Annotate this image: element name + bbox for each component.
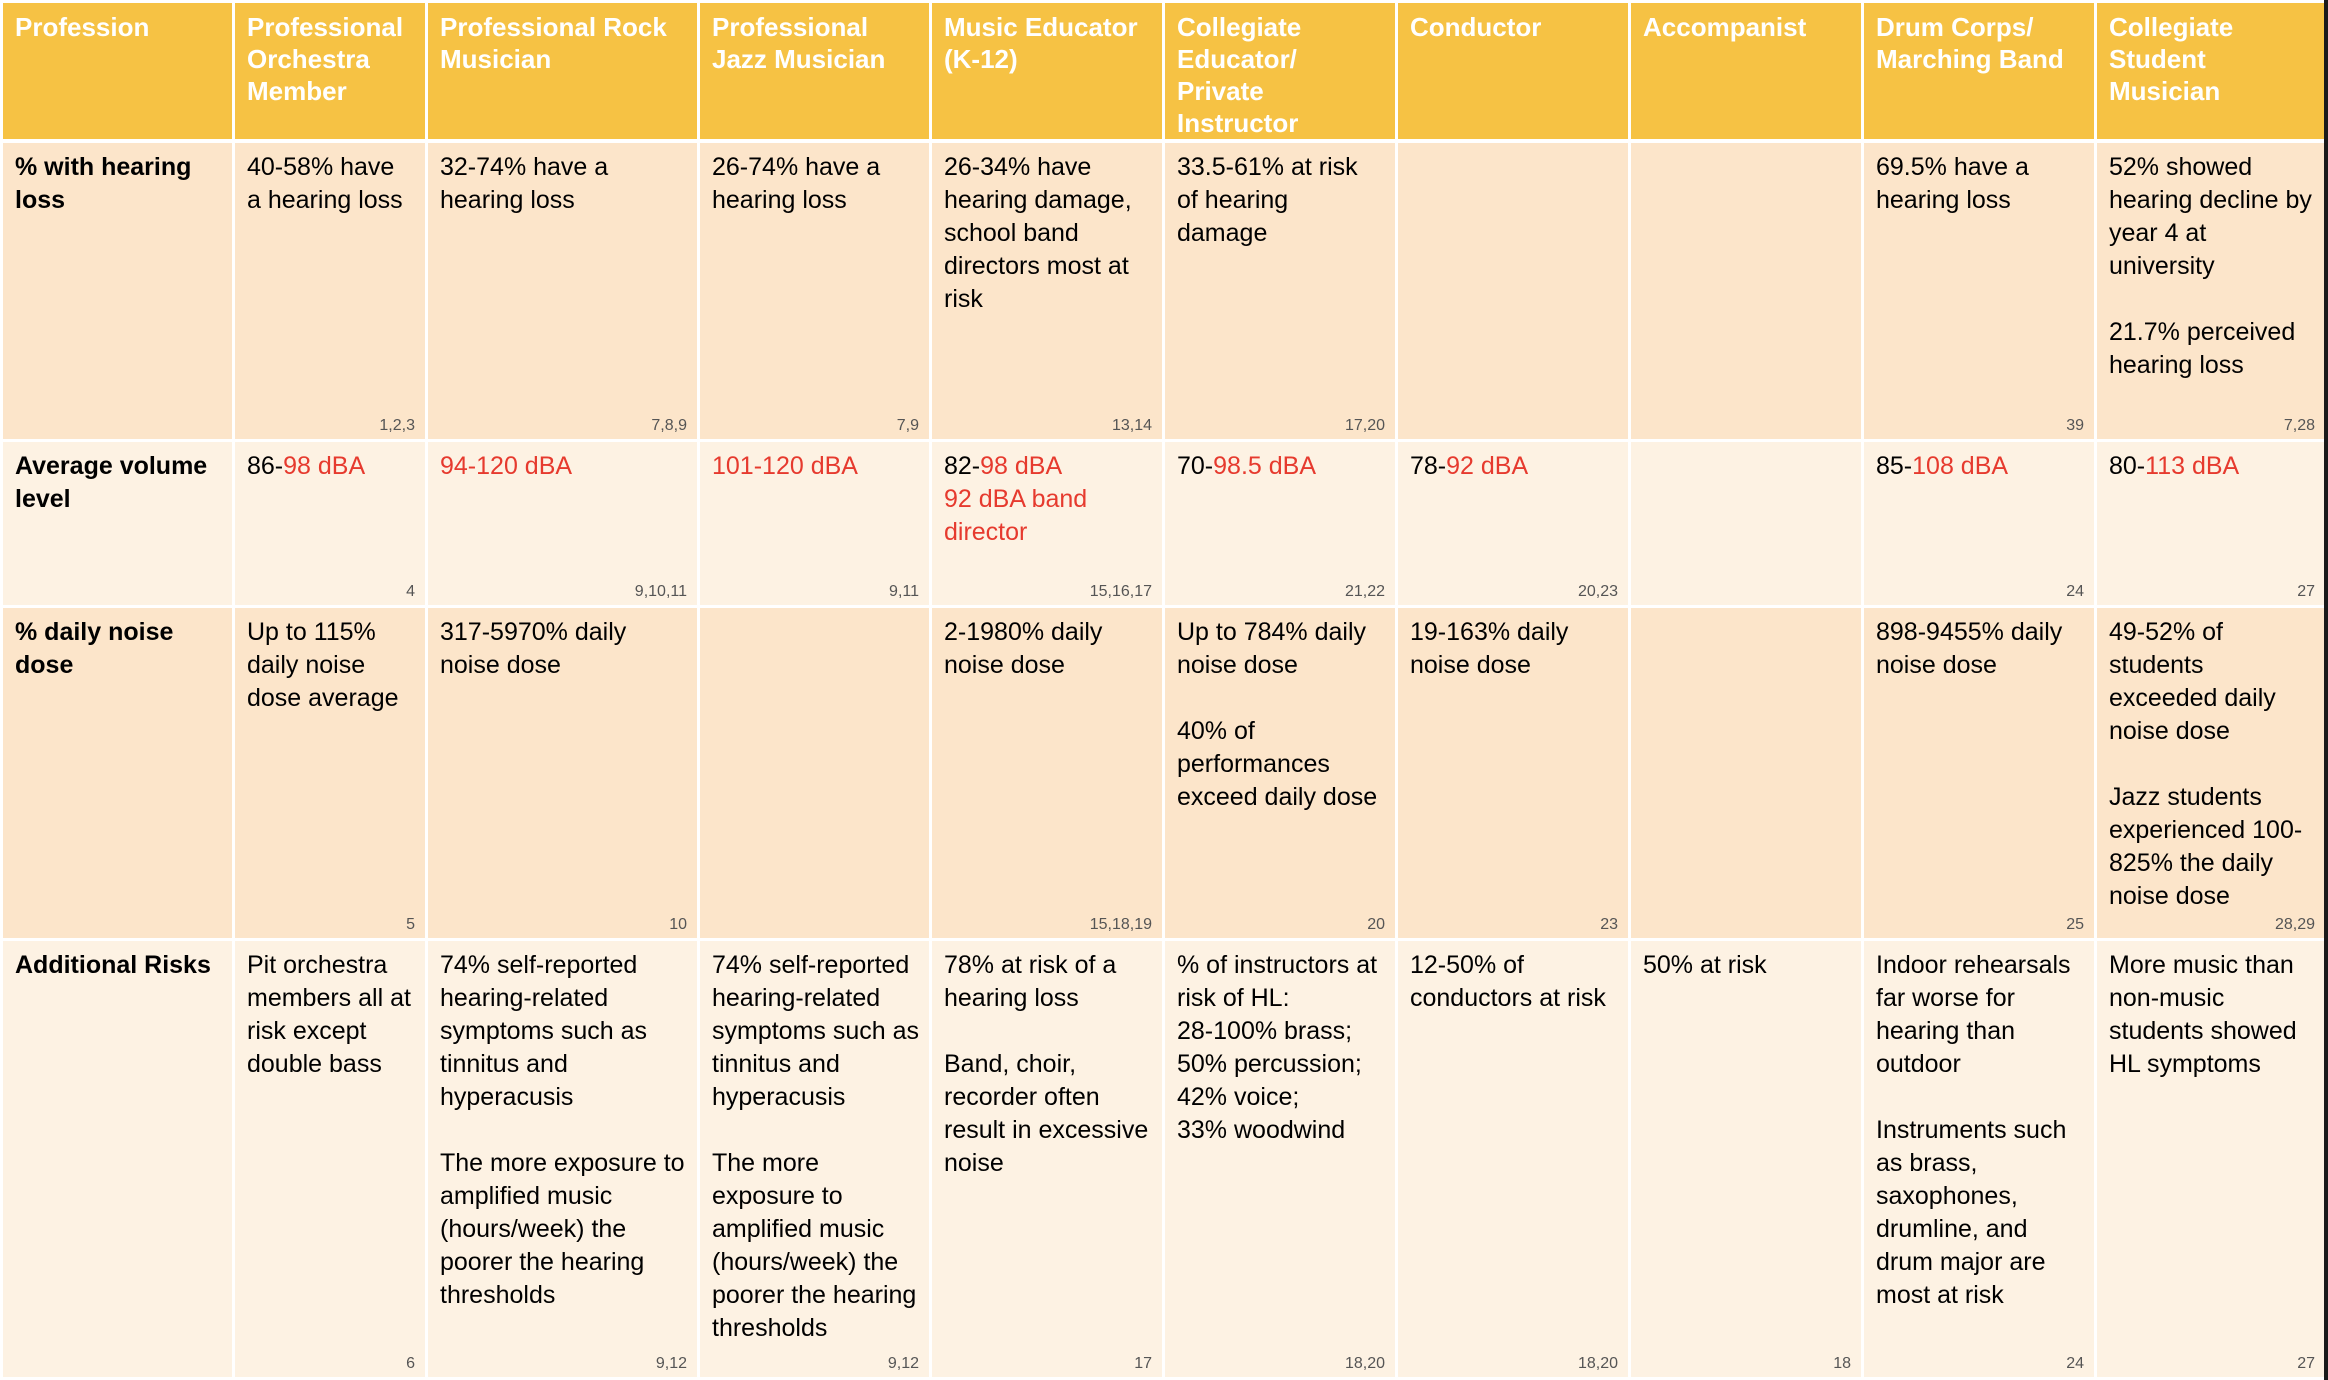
table-row (0, 608, 2328, 941)
table-cell (700, 608, 932, 941)
row-header (0, 442, 235, 608)
reference-number: 18 (1833, 1355, 1851, 1372)
reference-number: 18,20 (1344, 1355, 1385, 1372)
column-header-label: Professional Orchestra Member (247, 12, 404, 106)
table-cell (1398, 442, 1631, 608)
cell-text (2097, 442, 2325, 483)
reference-number: 5 (406, 916, 415, 933)
table-cell (428, 941, 700, 1380)
table-cell (2097, 941, 2328, 1380)
reference-number: 17,20 (1344, 417, 1385, 434)
column-header (932, 0, 1165, 143)
reference-number: 6 (406, 1355, 415, 1372)
table-cell (700, 442, 932, 608)
reference-number: 24 (2066, 1355, 2084, 1372)
table-body (0, 143, 2328, 1380)
volume-range-prefix: 70- (1177, 452, 1214, 480)
header-label: Profession (15, 12, 150, 42)
cell-text: 52% showed hearing decline by year 4 at university 21.7% perceived hearing loss (2109, 153, 2312, 379)
reference-number: 18,20 (1577, 1355, 1618, 1372)
volume-range-highlight: 98.5 dBA (1213, 452, 1316, 480)
volume-range-highlight: 113 dBA (2145, 452, 2240, 480)
cell-text: 19-163% daily noise dose (1410, 618, 1569, 679)
table-cell (1631, 941, 1864, 1380)
reference-number: 4 (406, 583, 415, 600)
table-cell (1165, 442, 1398, 608)
cell-text: 32-74% have a hearing loss (440, 153, 609, 214)
column-header-label: Professional Jazz Musician (712, 12, 886, 74)
cell-text: 69.5% have a hearing loss (1876, 153, 2029, 214)
reference-number: 13,14 (1111, 417, 1152, 434)
reference-number: 17 (1134, 1355, 1152, 1372)
table-cell (235, 608, 428, 941)
table-cell (2097, 608, 2328, 941)
cell-text: Indoor rehearsals far worse for hearing than outdoor Instruments such as brass, saxophones, drumline, and drum major are most at risk (1876, 951, 2071, 1309)
reference-number: 28,29 (2274, 916, 2315, 933)
reference-number: 9,11 (889, 583, 919, 600)
table-cell (1864, 608, 2097, 941)
cell-text: 26-34% have hearing damage, school band directors most at risk (944, 153, 1132, 313)
column-header-label: Music Educator (K-12) (944, 12, 1138, 74)
volume-note-highlight: 92 dBA band director (944, 485, 1088, 546)
header-row (0, 0, 2328, 143)
table-cell (1631, 442, 1864, 608)
volume-range-highlight: 98 dBA (283, 452, 366, 480)
volume-range-prefix: 82- (944, 452, 981, 480)
table-cell (1864, 941, 2097, 1380)
reference-number: 9,12 (655, 1355, 687, 1372)
volume-range-highlight: 101-120 dBA (712, 452, 858, 480)
cell-text: 74% self-reported hearing-related symptoms such as tinnitus and hyperacusis The more exposure to amplified music (hours/week) the poorer the hearing thresholds (440, 951, 685, 1309)
volume-range-prefix: 80- (2109, 452, 2146, 480)
table-cell (1631, 143, 1864, 442)
reference-number: 1,2,3 (379, 417, 415, 434)
column-header-label: Professional Rock Musician (440, 12, 667, 74)
cell-text: 74% self-reported hearing-related symptoms such as tinnitus and hyperacusis The more exposure to amplified music (hours/week) the poorer the hearing thresholds (712, 951, 920, 1342)
column-header-label: Conductor (1410, 12, 1542, 42)
cell-text (1398, 442, 1628, 483)
reference-number: 7,28 (2283, 417, 2315, 434)
row-header-label: Average volume level (15, 452, 208, 513)
cell-text: 50% at risk (1643, 951, 1767, 979)
column-header (1864, 0, 2097, 143)
table-cell (235, 143, 428, 442)
table-cell (1398, 143, 1631, 442)
table-cell (1398, 608, 1631, 941)
table-row (0, 941, 2328, 1380)
row-header-label: Additional Risks (15, 951, 211, 979)
row-header-label: % daily noise dose (15, 618, 174, 679)
cell-text (1398, 143, 1628, 151)
cell-text: Up to 115% daily noise dose average (247, 618, 399, 712)
table-cell (1165, 143, 1398, 442)
cell-text: 317-5970% daily noise dose (440, 618, 627, 679)
reference-number: 9,12 (887, 1355, 919, 1372)
row-header-label: % with hearing loss (15, 153, 192, 214)
table-cell (1864, 442, 2097, 608)
reference-number: 20,23 (1577, 583, 1618, 600)
cell-text: 12-50% of conductors at risk (1410, 951, 1606, 1012)
volume-range-highlight: 94-120 dBA (440, 452, 573, 480)
cell-text (1864, 442, 2094, 483)
table-cell (932, 941, 1165, 1380)
table-cell (428, 143, 700, 442)
cell-text: 2-1980% daily noise dose (944, 618, 1103, 679)
cell-text: Up to 784% daily noise dose 40% of performances exceed daily dose (1177, 618, 1378, 811)
cell-text: 78% at risk of a hearing loss Band, choir, recorder often result in excessive noise (944, 951, 1149, 1177)
table-cell (2097, 143, 2328, 442)
column-header (700, 0, 932, 143)
volume-range-prefix: 85- (1876, 452, 1913, 480)
volume-range-highlight: 92 dBA (1446, 452, 1529, 480)
table-cell (1165, 941, 1398, 1380)
table-cell (700, 143, 932, 442)
table-cell (1165, 608, 1398, 941)
reference-number: 20 (1367, 916, 1385, 933)
table-cell (700, 941, 932, 1380)
table-cell (2097, 442, 2328, 608)
cell-text: 40-58% have a hearing loss (247, 153, 403, 214)
table-cell (932, 442, 1165, 608)
reference-number: 9,10,11 (634, 583, 687, 600)
column-header-label: Drum Corps/ Marching Band (1876, 12, 2064, 74)
volume-range-prefix: 86- (247, 452, 284, 480)
table-cell (428, 608, 700, 941)
table-row (0, 143, 2328, 442)
cell-text (700, 442, 929, 483)
volume-range-prefix: 78- (1410, 452, 1447, 480)
table-cell (235, 941, 428, 1380)
table-cell (1398, 941, 1631, 1380)
cell-text: 49-52% of students exceeded daily noise dose Jazz students experienced 100-825% the daily noise dose (2109, 618, 2303, 910)
cell-text: % of instructors at risk of HL: 28-100% brass; 50% percussion; 42% voice; 33% woodwind (1177, 951, 1378, 1144)
table-cell (1864, 143, 2097, 442)
reference-number: 23 (1600, 916, 1618, 933)
reference-number: 27 (2297, 583, 2315, 600)
column-header (428, 0, 700, 143)
row-header (0, 941, 235, 1380)
cell-text (1631, 608, 1861, 616)
row-header (0, 143, 235, 442)
column-header-label: Collegiate Educator/ Private Instructor (1177, 12, 1302, 138)
table-cell (932, 608, 1165, 941)
reference-number: 27 (2297, 1355, 2315, 1372)
cell-text: 898-9455% daily noise dose (1876, 618, 2063, 679)
cell-text: Pit orchestra members all at risk except double bass (247, 951, 411, 1078)
cell-text (428, 442, 697, 483)
reference-number: 10 (669, 916, 687, 933)
table-cell (1631, 608, 1864, 941)
cell-text: 26-74% have a hearing loss (712, 153, 881, 214)
column-header (235, 0, 428, 143)
reference-number: 15,18,19 (1089, 916, 1152, 933)
volume-range-highlight: 98 dBA (980, 452, 1063, 480)
cell-text (932, 442, 1162, 549)
cell-text (1631, 143, 1861, 151)
column-header (1398, 0, 1631, 143)
table-cell (932, 143, 1165, 442)
cell-text (1165, 442, 1395, 483)
right-edge-strip (2324, 0, 2328, 1380)
reference-number: 25 (2066, 916, 2084, 933)
reference-number: 15,16,17 (1089, 583, 1152, 600)
column-header (1165, 0, 1398, 143)
table-row (0, 442, 2328, 608)
reference-number: 24 (2066, 583, 2084, 600)
column-header-label: Accompanist (1643, 12, 1807, 42)
cell-text: More music than non-music students showed HL symptoms (2109, 951, 2297, 1078)
column-header (2097, 0, 2328, 143)
cell-text (235, 442, 425, 483)
reference-number: 39 (2066, 417, 2084, 434)
row-header (0, 608, 235, 941)
reference-number: 7,9 (896, 417, 919, 434)
column-header (1631, 0, 1864, 143)
header-cell-profession (0, 0, 235, 143)
table-cell (235, 442, 428, 608)
cell-text: 33.5-61% at risk of hearing damage (1177, 153, 1358, 247)
cell-text (1631, 442, 1861, 450)
table-cell (428, 442, 700, 608)
reference-number: 7,8,9 (651, 417, 687, 434)
cell-text (700, 608, 929, 616)
column-header-label: Collegiate Student Musician (2109, 12, 2234, 106)
volume-range-highlight: 108 dBA (1912, 452, 2009, 480)
reference-number: 21,22 (1344, 583, 1385, 600)
